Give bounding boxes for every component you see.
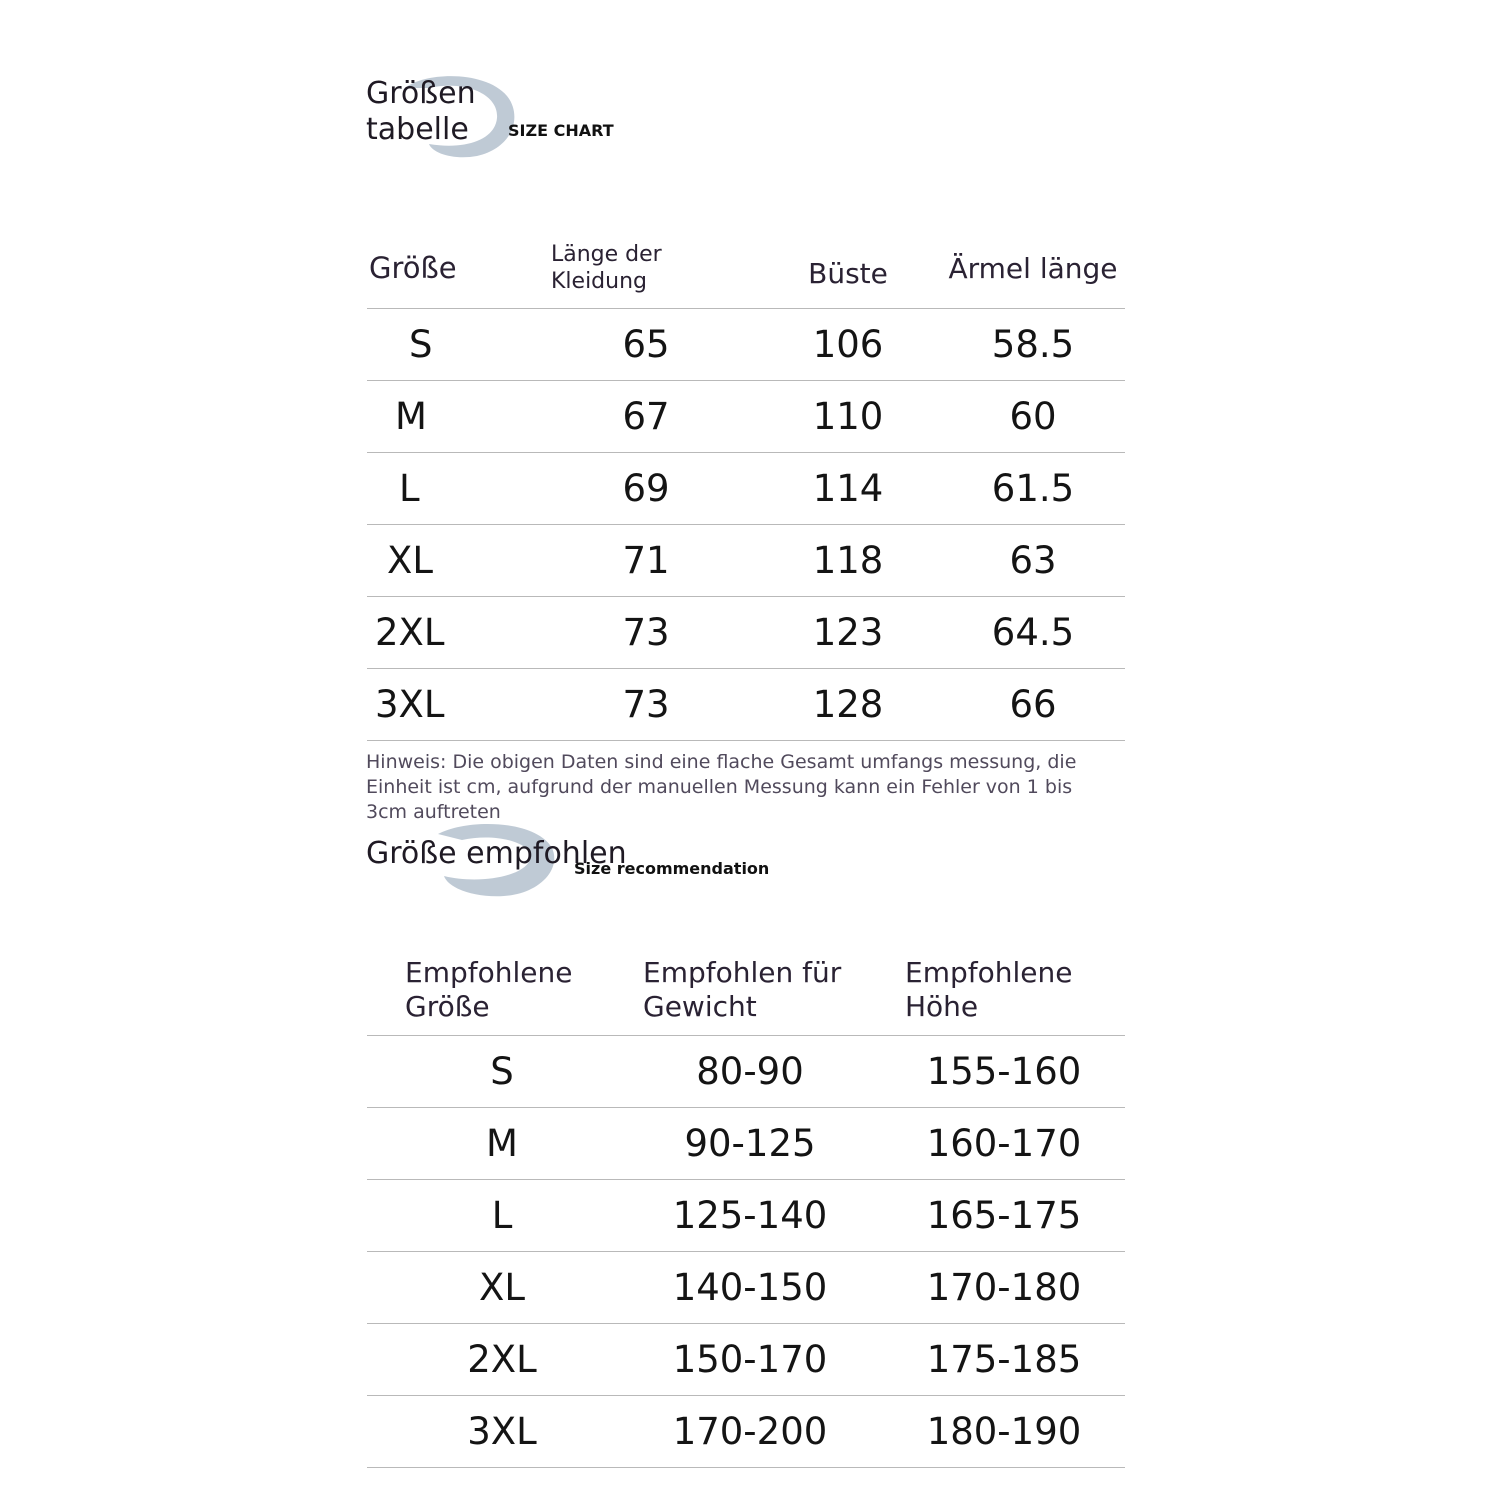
table-row	[367, 1324, 1125, 1396]
length-cell: 73	[537, 597, 755, 669]
sleeve-cell: 60	[941, 381, 1125, 453]
weight-cell: 80-90	[617, 1036, 883, 1108]
size-chart-header-row	[367, 228, 1125, 309]
bust-cell: 110	[755, 381, 941, 453]
table-row	[367, 1108, 1125, 1180]
weight-cell: 140-150	[617, 1252, 883, 1324]
header-hoehe: Empfohlene Höhe	[905, 956, 1073, 1023]
sleeve-cell: 58.5	[941, 309, 1125, 381]
table-row	[367, 1396, 1125, 1468]
recommendation-header-row	[367, 945, 1125, 1036]
weight-cell: 90-125	[617, 1108, 883, 1180]
header-empfohlene-groesse: Empfohlene Größe	[405, 956, 573, 1023]
size-chart-title-line2: tabelle	[366, 112, 469, 147]
table-row	[367, 525, 1125, 597]
size-cell: 2XL	[367, 597, 537, 669]
length-cell: 69	[537, 453, 755, 525]
header-gewicht: Empfohlen für Gewicht	[643, 956, 842, 1023]
size-cell: L	[367, 453, 537, 525]
bust-cell: 128	[755, 669, 941, 741]
length-cell: 67	[537, 381, 755, 453]
table-row	[367, 1036, 1125, 1108]
header-bueste: Büste	[808, 256, 888, 290]
weight-cell: 125-140	[617, 1180, 883, 1252]
size-chart-title-line1: Größen	[366, 76, 476, 111]
length-cell: 65	[537, 309, 755, 381]
recommendation-subtitle: Size recommendation	[574, 859, 770, 878]
sleeve-cell: 63	[941, 525, 1125, 597]
table-row	[367, 1252, 1125, 1324]
table-row	[367, 453, 1125, 525]
bust-cell: 123	[755, 597, 941, 669]
measurement-note: Hinweis: Die obigen Daten sind eine flache Gesamt umfangs messung, die Einheit ist cm, aufgrund der manuellen Messung kann ein Fehler von 1 bis 3cm auftreten	[366, 751, 1077, 823]
size-cell: 2XL	[367, 1324, 617, 1396]
size-cell: L	[367, 1180, 617, 1252]
size-cell: XL	[367, 525, 537, 597]
height-cell: 170-180	[883, 1252, 1125, 1324]
height-cell: 155-160	[883, 1036, 1125, 1108]
table-row	[367, 669, 1125, 741]
size-cell: S	[367, 309, 537, 381]
header-groesse: Größe	[369, 251, 457, 285]
size-chart-subtitle: SIZE CHART	[508, 121, 614, 140]
length-cell: 71	[537, 525, 755, 597]
recommendation-title: Größe empfohlen	[366, 836, 627, 871]
size-cell: XL	[367, 1252, 617, 1324]
length-cell: 73	[537, 669, 755, 741]
size-cell: 3XL	[367, 669, 537, 741]
table-row	[367, 309, 1125, 381]
height-cell: 175-185	[883, 1324, 1125, 1396]
header-laenge: Länge der Kleidung	[551, 242, 662, 294]
sleeve-cell: 61.5	[941, 453, 1125, 525]
height-cell: 165-175	[883, 1180, 1125, 1252]
header-aermel: Ärmel länge	[948, 251, 1118, 285]
table-row	[367, 381, 1125, 453]
sleeve-cell: 66	[941, 669, 1125, 741]
table-row	[367, 1180, 1125, 1252]
size-recommendation-table	[367, 945, 1125, 1468]
size-cell: M	[367, 1108, 617, 1180]
sleeve-cell: 64.5	[941, 597, 1125, 669]
size-cell: M	[367, 381, 537, 453]
bust-cell: 106	[755, 309, 941, 381]
weight-cell: 170-200	[617, 1396, 883, 1468]
bust-cell: 118	[755, 525, 941, 597]
height-cell: 180-190	[883, 1396, 1125, 1468]
size-cell: 3XL	[367, 1396, 617, 1468]
size-cell: S	[367, 1036, 617, 1108]
size-chart-table	[367, 228, 1125, 741]
table-row	[367, 597, 1125, 669]
weight-cell: 150-170	[617, 1324, 883, 1396]
bust-cell: 114	[755, 453, 941, 525]
height-cell: 160-170	[883, 1108, 1125, 1180]
